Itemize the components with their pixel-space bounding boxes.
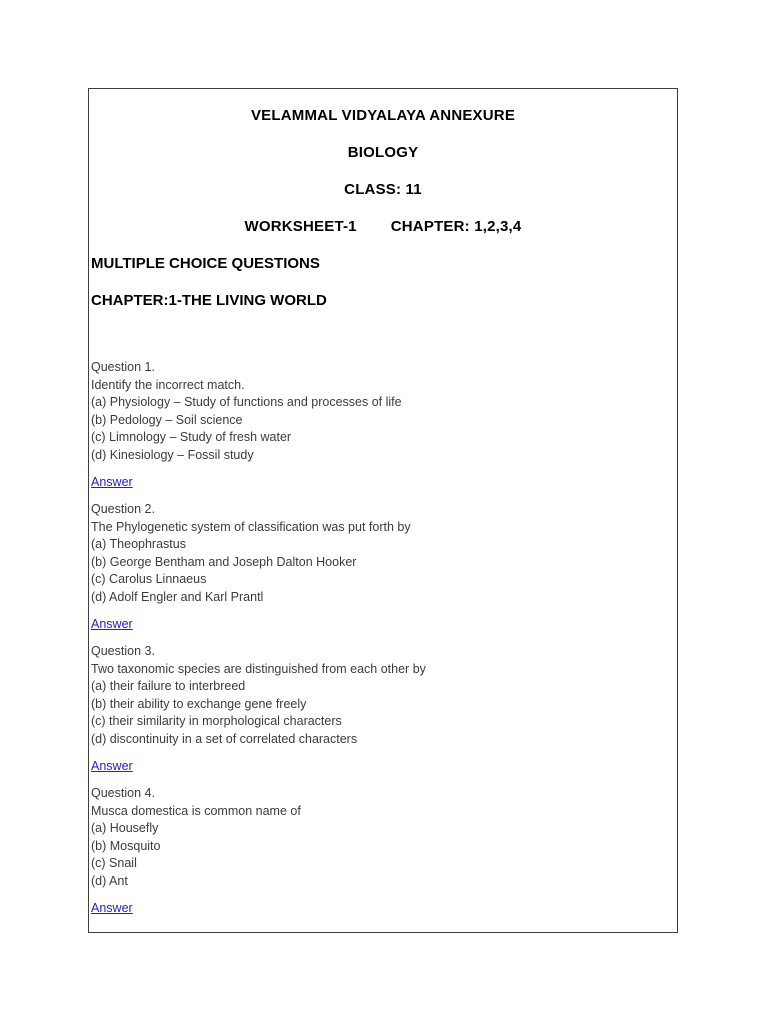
question-number: Question 1. <box>91 360 155 374</box>
question-block-2 <box>91 501 675 643</box>
question-option-a: (a) Housefly <box>91 821 159 835</box>
question-stem: Musca domestica is common name of <box>91 803 301 818</box>
question-option-d: (d) Ant <box>91 873 128 888</box>
question-option-d: (d) discontinuity in a set of correlated characters <box>91 731 358 746</box>
chapter-heading: CHAPTER:1-THE LIVING WORLD <box>91 292 327 309</box>
questions-list <box>91 359 675 927</box>
question-block-1 <box>91 359 675 501</box>
question-stem: Identify the incorrect match. <box>91 377 245 392</box>
worksheet-label: WORKSHEET-1 <box>244 218 357 235</box>
question-block-4 <box>91 785 675 927</box>
worksheet-chapter-line <box>91 218 675 235</box>
answer-link[interactable]: Answer <box>91 759 133 773</box>
question-option-c: (c) Limnology – Study of fresh water <box>91 430 292 444</box>
question-option-b: (b) Pedology – Soil science <box>91 412 243 427</box>
question-number: Question 3. <box>91 644 155 658</box>
question-option-d: (d) Adolf Engler and Karl Prantl <box>91 589 264 604</box>
question-option-b: (b) their ability to exchange gene freely <box>91 696 307 711</box>
question-option-a: (a) Theophrastus <box>91 537 186 551</box>
question-option-c: (c) their similarity in morphological characters <box>91 714 342 728</box>
question-stem: Two taxonomic species are distinguished from each other by <box>91 661 426 676</box>
school-title: VELAMMAL VIDYALAYA ANNEXURE <box>250 107 516 124</box>
question-number: Question 2. <box>91 502 155 516</box>
answer-link[interactable]: Answer <box>91 617 133 631</box>
answer-link[interactable]: Answer <box>91 475 133 489</box>
question-option-d: (d) Kinesiology – Fossil study <box>91 447 254 462</box>
question-option-c: (c) Carolus Linnaeus <box>91 572 207 586</box>
question-option-a: (a) their failure to interbreed <box>91 679 246 693</box>
question-stem: The Phylogenetic system of classification was put forth by <box>91 519 411 534</box>
question-option-b: (b) George Bentham and Joseph Dalton Hooker <box>91 554 357 569</box>
section-heading: MULTIPLE CHOICE QUESTIONS <box>91 255 320 272</box>
question-number: Question 4. <box>91 786 155 800</box>
chapters-label: CHAPTER: 1,2,3,4 <box>390 218 522 235</box>
document-page <box>88 88 678 933</box>
question-block-3 <box>91 643 675 785</box>
question-option-b: (b) Mosquito <box>91 838 161 853</box>
class-title: CLASS: 11 <box>344 181 422 198</box>
question-option-a: (a) Physiology – Study of functions and processes of life <box>91 395 402 409</box>
subject-title: BIOLOGY <box>347 144 419 161</box>
answer-link[interactable]: Answer <box>91 901 133 915</box>
question-option-c: (c) Snail <box>91 856 137 870</box>
